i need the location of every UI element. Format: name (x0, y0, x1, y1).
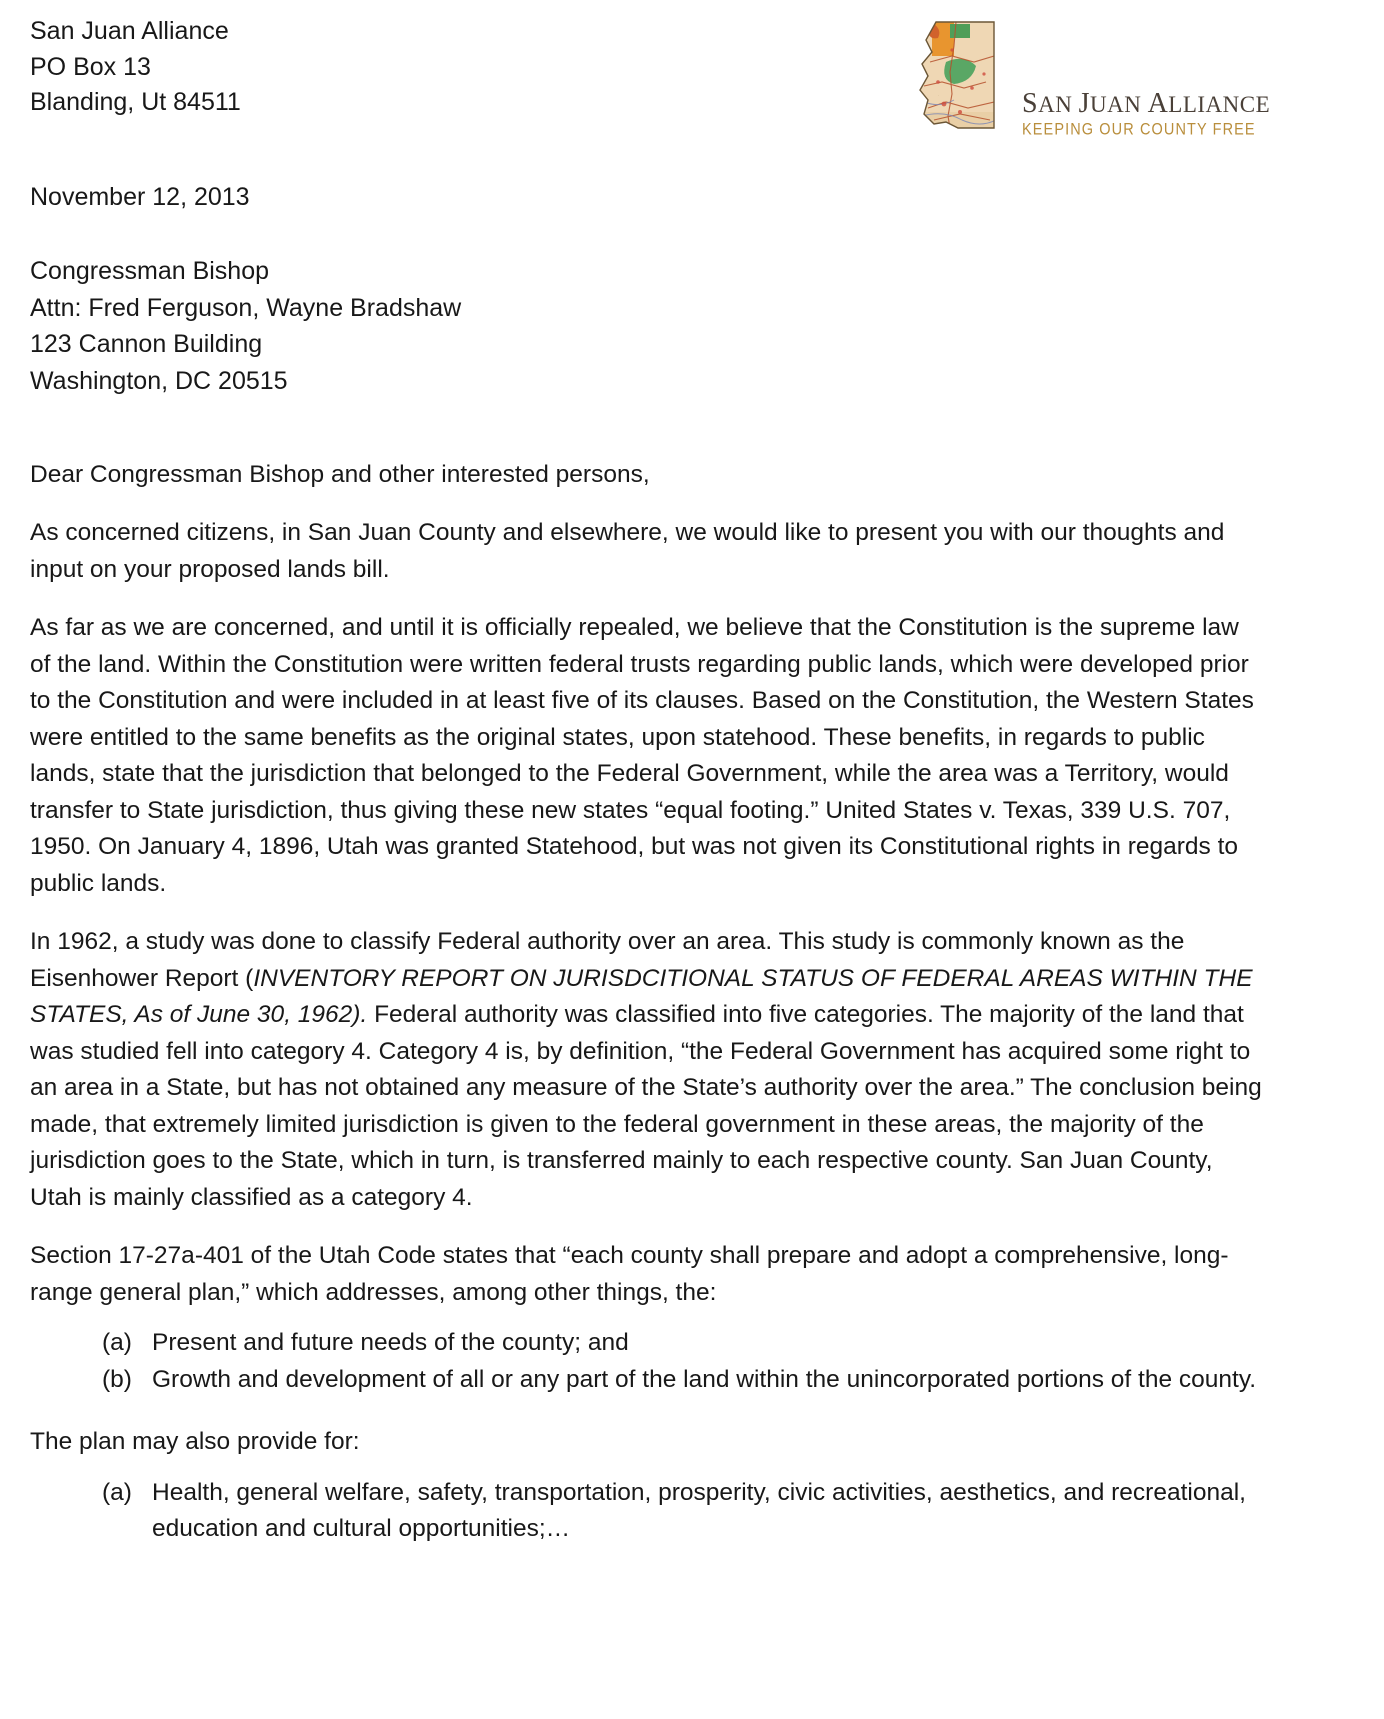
recipient-line-name: Congressman Bishop (30, 257, 270, 285)
list-item (102, 1475, 1264, 1548)
list-item-text: Growth and development of all or any part of the land within the unincorporated portions of the county. (152, 1365, 1257, 1393)
list-marker: (a) (102, 1478, 132, 1506)
list-item-text: Health, general welfare, safety, transportation, prosperity, civic activities, aesthetics, and recreational, education and cultural opportunities;… (152, 1478, 1246, 1542)
logo-title-uan: UAN (1089, 92, 1148, 117)
recipient-line-attn: Attn: Fred Ferguson, Wayne Bradshaw (30, 293, 462, 322)
san-juan-alliance-logo (894, 14, 1271, 144)
list-item (102, 1362, 1264, 1399)
letter-date: November 12, 2013 (30, 183, 250, 211)
san-juan-county-map-icon (894, 16, 1016, 138)
general-plan-requirements-list (30, 1325, 1264, 1398)
plan-provide-intro: The plan may also provide for: (30, 1428, 360, 1455)
list-item-text: Present and future needs of the county; and (152, 1329, 629, 1356)
recipient-address-block (30, 253, 1264, 399)
paragraph-intro: As concerned citizens, in San Juan County and elsewhere, we would like to present you with our thoughts and input on your proposed lands bill. (30, 519, 1225, 583)
recipient-line-street: 123 Cannon Building (30, 330, 263, 358)
list-item (102, 1325, 1264, 1362)
recipient-line-city-state-zip: Washington, DC 20515 (30, 366, 288, 395)
paragraph-utah-code: Section 17-27a-401 of the Utah Code states that “each county shall prepare and adopt a comprehensive, long-range general plan,” which addresses, among other things, the: (30, 1242, 1229, 1306)
logo-tagline: KEEPING OUR COUNTY FREE (1022, 120, 1256, 139)
sender-line-city-state-zip: Blanding, Ut 84511 (30, 88, 241, 116)
svg-text:.: . (938, 92, 940, 97)
paragraph-constitution: As far as we are concerned, and until it is officially repealed, we believe that the Constitution is the supreme law of the land. Within the Constitution were written federal trusts regarding public lands, which were developed prior to the Constitution and were included in at least five of its clauses. Based on the Constitution, the Western States were entitled to the same benefits as the original states, upon statehood. These benefits, in regards to public lands, state that the jurisdiction that belonged to the Federal Government, while the area was a Territory, would transfer to State jurisdiction, thus giving these new states “equal footing.” United States v. Texas, 339 U.S. 707, 1950. On January 4, 1896, Utah was granted Statehood, but was not given its Constitutional rights in regards to public lands. (30, 614, 1254, 897)
paragraph-eisenhower-report (30, 924, 1264, 1216)
eisenhower-text-after: Federal authority was classified into five categories. The majority of the land that was studied fell into category 4. Category 4 is, by definition, “the Federal Government has acquired some right to an area in a State, but has not obtained any measure of the State’s authority over the area.” The conclusion being made, that extremely limited jurisdiction is given to the federal government in these areas, the majority of the jurisdiction goes to the State, which in turn, is transferred mainly to each respective county. San Juan County, Utah is mainly classified as a category 4. (30, 1001, 1262, 1211)
sender-line-organization: San Juan Alliance (30, 17, 229, 45)
salutation: Dear Congressman Bishop and other interested persons, (30, 461, 650, 488)
letterhead (30, 14, 1271, 154)
sender-line-po-box: PO Box 13 (30, 52, 151, 81)
logo-title-an: AN (1038, 92, 1079, 117)
logo-title-s: S (1022, 88, 1039, 119)
list-marker: (b) (102, 1365, 132, 1393)
eisenhower-text-before: In 1962, a study was done to classify Federal authority over an area. This study is commonly known as the Eisenhower Report ( (30, 928, 1185, 992)
list-marker: (a) (102, 1329, 132, 1356)
plan-provisions-list (30, 1475, 1264, 1548)
logo-text-block (1022, 14, 1270, 137)
eisenhower-report-title: INVENTORY REPORT ON JURISDCITIONAL STATUS OF FEDERAL AREAS WITHIN THE STATES, As of June 30, 1962). (30, 964, 1253, 1028)
logo-title-a: A (1147, 88, 1169, 119)
logo-title-j: J (1078, 88, 1090, 119)
sender-address-block (30, 14, 241, 121)
logo-title-lliance: LLIANCE (1168, 92, 1271, 117)
logo-title (1022, 90, 1270, 118)
